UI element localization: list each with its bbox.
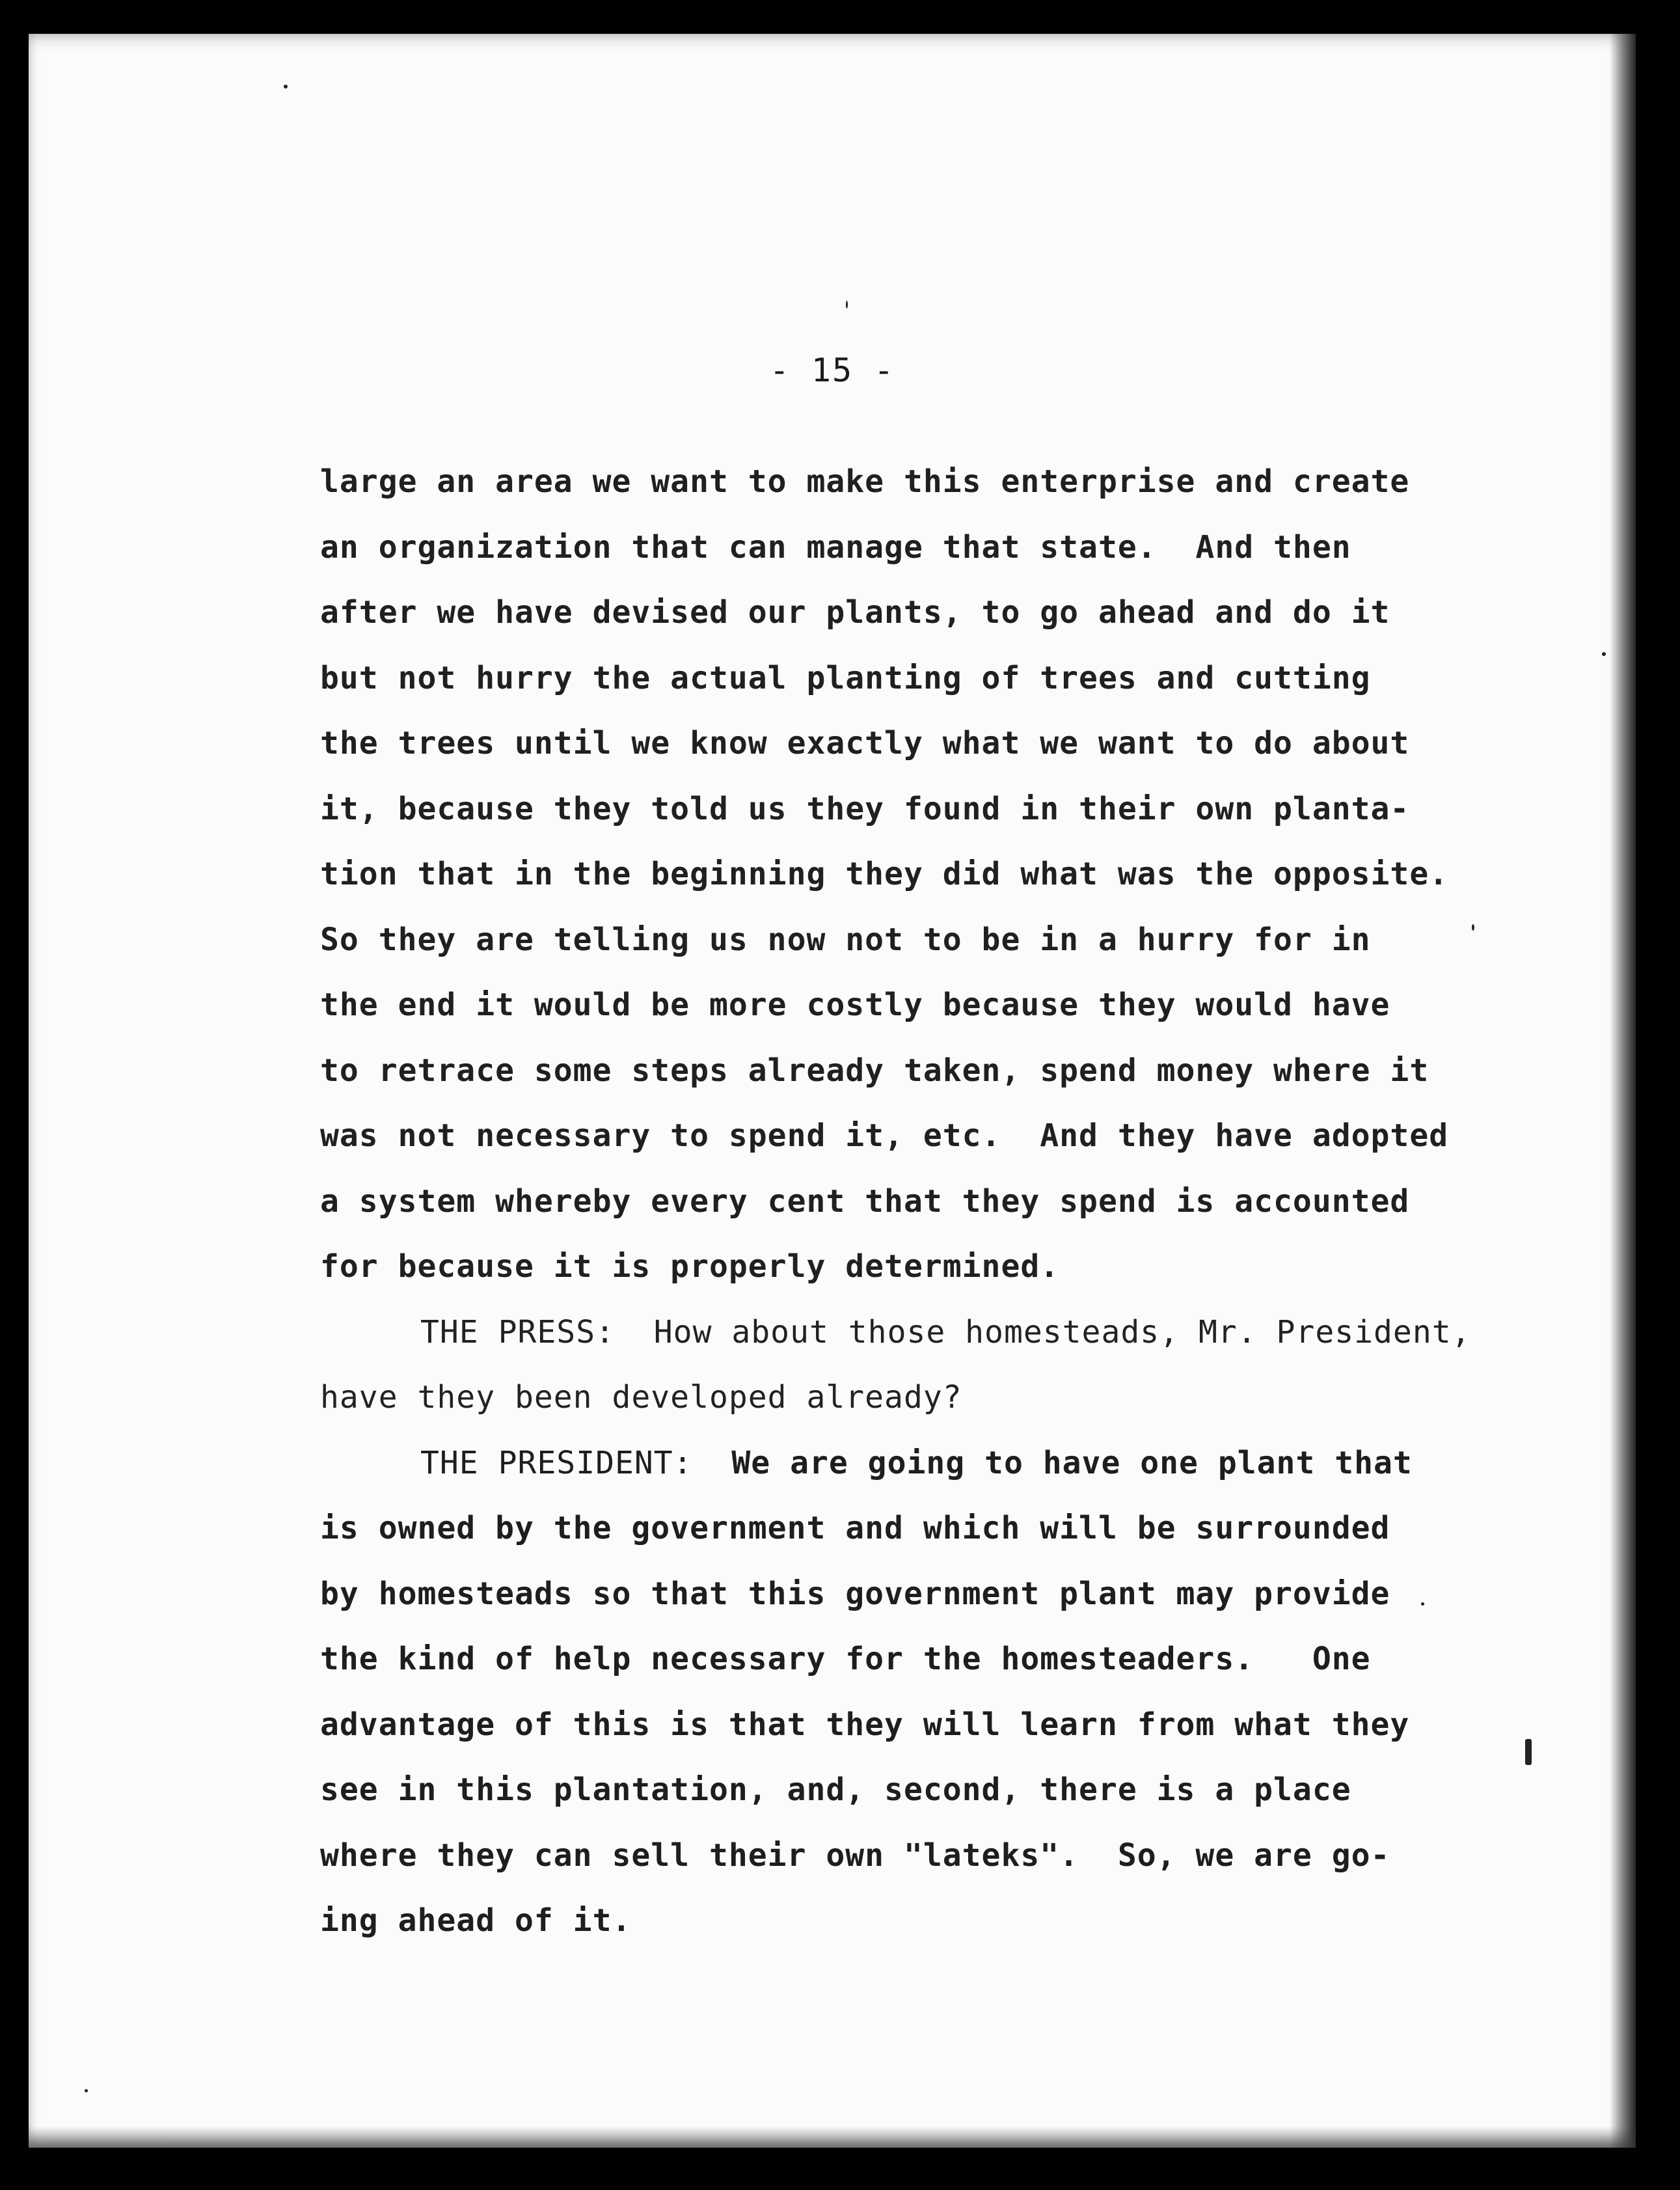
text-line: a system whereby every cent that they spend is accounted (320, 1183, 1410, 1220)
text-line: So they are telling us now not to be in a hurry for in (320, 921, 1371, 958)
text-line: ing ahead of it. (320, 1902, 632, 1939)
text-line: have they been developed already? (320, 1379, 962, 1416)
text-line: but not hurry the actual planting of trees and cutting (320, 659, 1371, 696)
paragraph-one (320, 449, 1524, 1300)
page-bottom-shadow (29, 2126, 1636, 2148)
text-line: advantage of this is that they will learn from what they (320, 1706, 1410, 1743)
text-line-first (320, 1430, 1524, 1496)
page-tab-mark (1525, 1739, 1532, 1765)
dust-speck (1602, 652, 1606, 656)
text-line: for because it is properly determined. (320, 1248, 1060, 1285)
transcript-body (320, 449, 1524, 1954)
text-line: the end it would be more costly because they would have (320, 987, 1390, 1023)
dust-speck (85, 2089, 88, 2092)
text-line: after we have devised our plants, to go ahead and do it (320, 594, 1390, 631)
paragraph-two (320, 1300, 1524, 1430)
page-number: - 15 - (769, 351, 895, 389)
text-line: was not necessary to spend it, etc. And they have adopted (320, 1117, 1449, 1154)
answer-text: We are going to have one plant that (731, 1444, 1413, 1481)
dust-speck (846, 301, 848, 308)
speaker-label: THE PRESS: (420, 1313, 615, 1350)
text-line: where they can sell their own "lateks". So, we are go- (320, 1837, 1390, 1874)
text-line: tion that in the beginning they did what was the opposite. (320, 856, 1449, 892)
dust-speck (284, 85, 288, 89)
text-line-first (320, 1300, 1524, 1365)
text-line: an organization that can manage that state. And then (320, 528, 1351, 566)
document-page (29, 34, 1636, 2148)
text-line: is owned by the government and which will be surrounded (320, 1510, 1390, 1546)
text-line: the trees until we know exactly what we want to do about (320, 725, 1410, 761)
text-line: to retrace some steps already taken, spend money where it (320, 1052, 1429, 1089)
question-text: How about those homesteads, Mr. President, (653, 1313, 1471, 1350)
text-line: by homesteads so that this government plant may provide (320, 1575, 1390, 1612)
text-line: it, because they told us they found in their own planta- (320, 790, 1410, 827)
paragraph-three (320, 1430, 1524, 1954)
text-line: large an area we want to make this enterprise and create (320, 463, 1410, 500)
text-line: see in this plantation, and, second, there is a place (320, 1772, 1351, 1808)
speaker-label: THE PRESIDENT: (420, 1444, 693, 1481)
text-line: the kind of help necessary for the homesteaders. One (320, 1641, 1371, 1677)
